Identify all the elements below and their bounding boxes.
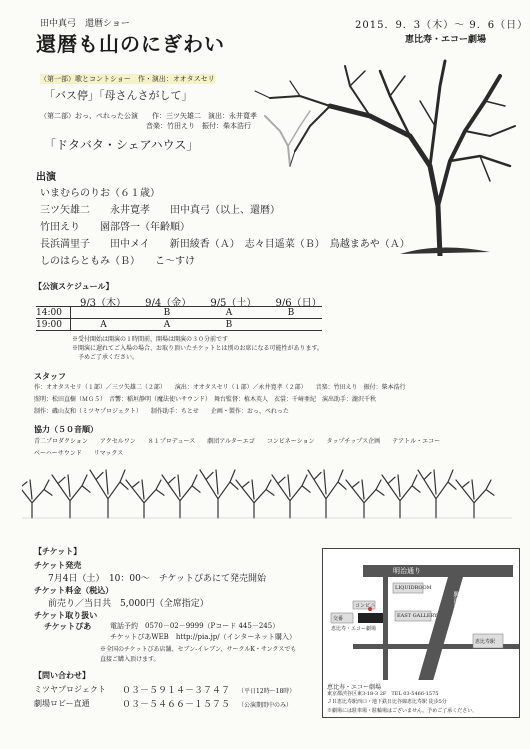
venue-map xyxy=(322,548,520,682)
schedule-note: 予めご了承ください。 xyxy=(78,354,139,361)
map-label-convenience: コンビニ xyxy=(355,603,376,609)
ticket-pia-phone: 電話予約 0570－02－9999（Pコード 445－245） xyxy=(110,622,280,630)
schedule-cell: A xyxy=(71,319,137,331)
map-label-gallery: EAST GALLERY xyxy=(397,613,438,619)
schedule-cell xyxy=(260,319,322,331)
cooperation-line: 青二プロダクション アクセルワン ８１プロデュース 劇団アルターエゴ コンビネーション タップチップス企画 テアトル・エコー xyxy=(34,438,441,445)
schedule-note: ※開演に遅れてご入場の場合、お取り頂いたチケットとは別のお席になる可能性があります。 xyxy=(72,345,323,352)
venue-info-access: ＪＲ恵比寿駅西口・地下鉄日比谷線恵比寿駅 徒歩5分 xyxy=(327,699,447,705)
schedule-cell xyxy=(71,307,137,319)
cast-line: いまむらのりお（６１歳） xyxy=(40,188,160,199)
cast-heading: 出演 xyxy=(36,172,56,183)
ticket-heading: 【チケット】 xyxy=(34,546,82,556)
part2-subtitle: 「ドタバタ・シェアハウス」 xyxy=(44,138,199,152)
map-street-top: 明治通り xyxy=(393,567,421,575)
contact-hours: （平日12時～18時） xyxy=(238,688,296,695)
ticket-sale-text: 7月4日（土） 10：00～ チケットぴあにて発売開始 xyxy=(48,574,267,584)
staff-line: 照明：松田直樹（ＭＧ５） 音響：稲垣静明（魔法使いサウンド） 舞台監督：植木英人 衣裳：千﨑亜紀 演出助手：瀧沢千秋 xyxy=(34,396,377,403)
contact-phone: ０３－５４６６－１５７５ xyxy=(122,700,231,710)
tree-row-illustration xyxy=(22,460,512,520)
schedule-cell: B xyxy=(260,307,322,319)
map-label-liquidroom: LIQUIDROOM xyxy=(395,585,432,591)
event-dates: 2015．9．3（木）～ 9．6（日） xyxy=(355,20,529,31)
ticket-pia-web: チケットぴあWEB http://pia.jp/（インターネット購入） xyxy=(110,633,297,641)
venue-info xyxy=(322,680,520,718)
staff-line: 作：オオタスセリ（１部）／三ツ矢雄二（２部） 演出：オオタスセリ（１部）／永井寛孝（２部） 音楽：竹田えり 振付：柴本浩行 xyxy=(34,384,406,391)
schedule-cell: B xyxy=(198,319,260,331)
contact-hours: （公演期間中のみ） xyxy=(238,702,293,709)
map-label-police: 交番 xyxy=(333,616,344,622)
contact-name: ミツヤプロジェクト xyxy=(34,685,106,694)
schedule-note: ※受付開始は開演の１時間前、開場は開演の３０分前です xyxy=(72,336,229,343)
ticket-price-text: 前売り／当日共 5,000円（全席指定） xyxy=(48,599,209,609)
ticket-note: 直接ご購入頂けます。 xyxy=(100,656,160,663)
part2-credits: 音楽：竹田えり 振付：柴本浩行 xyxy=(146,122,251,130)
part1-subtitle: 「バス停」「母さんさがして」 xyxy=(44,89,193,102)
tree-illustration xyxy=(250,56,520,256)
venue-info-address: 東京都渋谷区東3-18-3 2F TEL 03-5466-1575 xyxy=(327,691,439,697)
page-title: 還暦も山のにぎわい xyxy=(36,32,225,56)
cast-line: 長浜満里子 田中メイ 新田綾香（Ａ） 志々目遥菜（Ｂ） 鳥越まあや（Ａ） xyxy=(40,239,410,250)
part1-label: （第一部）歌とコントショー 作・演出：オオタスセリ xyxy=(40,75,215,83)
schedule-row xyxy=(36,307,322,319)
ticket-note: ※全国のチケットぴあ店舗、セブン-イレブン、サークルK・サンクスでも xyxy=(100,646,297,653)
schedule-day: 9/5（土） xyxy=(210,298,257,309)
staff-line: 制作：磯山友和（ミツヤプロジェクト） 制作助手：ちとせ 企画・製作：おっ、ぺれった xyxy=(34,408,289,415)
cast-line: 竹田えり 園部啓一（年齢順） xyxy=(40,222,190,233)
ticket-outlet-label: チケット取り扱い xyxy=(34,610,98,620)
venue-info-note: ※劇場には駐車場・駐輪場はございません。予めご了承ください。 xyxy=(327,708,478,714)
schedule-row xyxy=(36,319,322,331)
cast-line: 三ツ矢雄二 永井寛孝 田中真弓（以上、還暦） xyxy=(40,205,280,216)
staff-heading: スタッフ xyxy=(34,371,66,381)
schedule-table xyxy=(36,306,322,331)
map-label-venue: 恵比寿・エコー劇場 xyxy=(331,626,377,632)
schedule-time: 19:00 xyxy=(36,319,71,331)
schedule-cell: A xyxy=(136,319,198,331)
cooperation-heading: 協力（５０音順） xyxy=(34,424,98,434)
map-label-station: 恵比寿駅 xyxy=(475,639,496,645)
schedule-day: 9/4（金） xyxy=(145,298,192,309)
cooperation-line: ベーハーサウンド リマックス xyxy=(34,450,124,457)
contact-name: 劇場ロビー直通 xyxy=(34,699,90,708)
schedule-day: 9/3（木） xyxy=(79,298,127,309)
venue-info-name: 恵比寿・エコー劇場 xyxy=(327,684,382,691)
presenter: 田中真弓 還暦ショー xyxy=(40,19,130,29)
schedule-time: 14:00 xyxy=(36,307,71,319)
map-street-diag: 駒沢通り xyxy=(452,591,459,615)
ticket-price-label: チケット料金（税込） xyxy=(34,585,114,595)
contact-phone: ０３－５９１４－３７４７ xyxy=(122,686,231,696)
schedule-heading: 【公演スケジュール】 xyxy=(34,281,114,291)
cast-line: しのはらともみ（Ｂ） こ～すけ xyxy=(40,256,195,267)
venue-name: 恵比寿・エコー劇場 xyxy=(405,35,487,45)
ticket-sale-label: チケット発売 xyxy=(34,560,82,570)
schedule-day: 9/6（日） xyxy=(275,298,322,309)
schedule-cell: A xyxy=(198,307,260,319)
part2-label: （第二部）おっ、ぺれった公演 作：三ツ矢雄二 演出：永井寛孝 xyxy=(40,112,257,120)
ticket-pia-label: チケットぴあ xyxy=(44,621,92,631)
schedule-cell: B xyxy=(136,307,198,319)
contact-heading: 【問い合わせ】 xyxy=(34,670,90,680)
